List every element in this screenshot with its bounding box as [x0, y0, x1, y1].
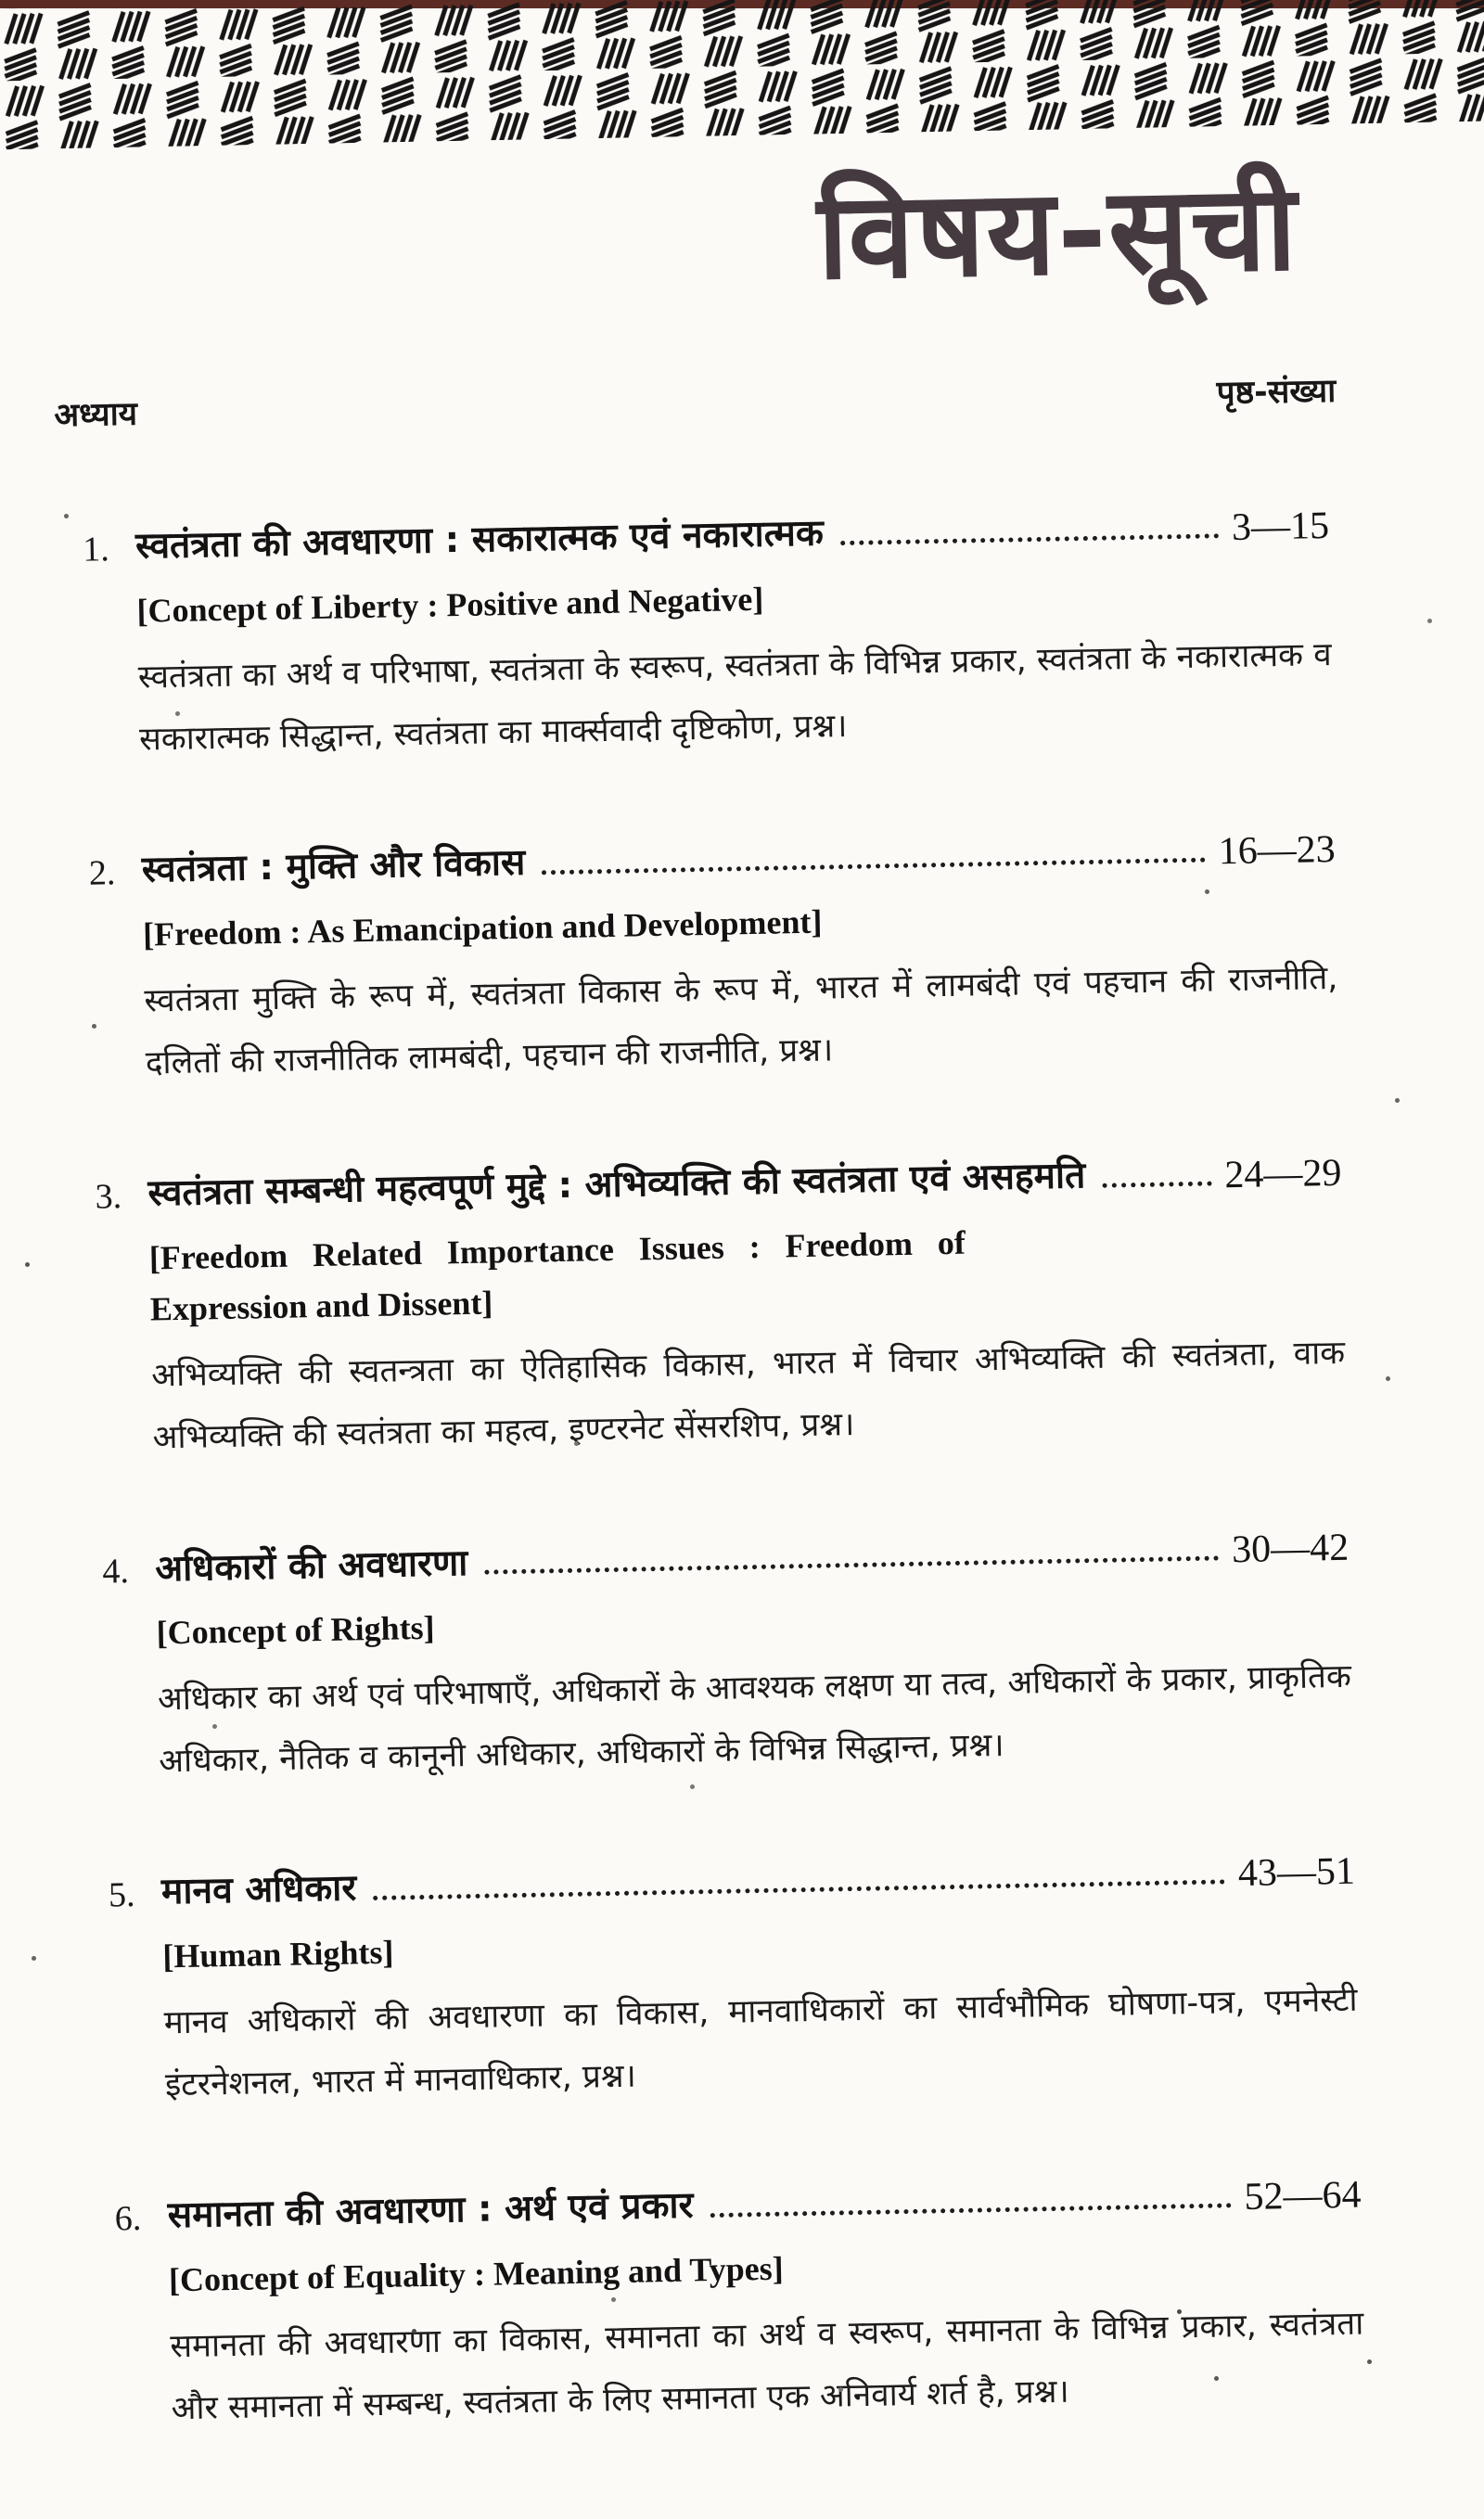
entry-title-hindi: स्वतंत्रता सम्बन्धी महत्वपूर्ण मुद्दे : अभिव्यक्ति की स्वतंत्रता एवं असहमति: [147, 1155, 1086, 1215]
entry-page-range: 24—29: [1223, 1151, 1342, 1196]
entry-title-english: [Concept of Liberty : Positive and Negative]: [136, 580, 764, 630]
toc-entry: [95, 1148, 1347, 1471]
toc-entry: [109, 1847, 1360, 2118]
entry-description: समानता की अवधारणा का विकास, समानता का अर्थ व स्वरूप, समानता के विभिन्न प्रकार, स्वतंत्रता और समानता में सम्बन्ध, स्वतंत्रता के लिए समानता एक अनिवार्य शर्त है, प्रश्न।: [170, 2305, 1364, 2428]
toc-entry: [102, 1523, 1353, 1795]
entry-page-range: 3—15: [1231, 504, 1330, 549]
entry-page-range: 43—51: [1237, 1849, 1356, 1896]
entry-page-range: 52—64: [1244, 2173, 1362, 2219]
entry-title-hindi: स्वतंत्रता की अवधारणा : सकारात्मक एवं नकारात्मक: [134, 512, 825, 568]
entry-description: अधिकार का अर्थ एवं परिभाषाएँ, अधिकारों के आवश्यक लक्षण या तत्व, अधिकारों के प्रकार, प्राकृतिक अधिकार, नैतिक व कानूनी अधिकार, अधिकारों के विभिन्न सिद्धान्त, प्रश्न।: [157, 1657, 1352, 1781]
entry-description: स्वतंत्रता का अर्थ व परिभाषा, स्वतंत्रता के स्वरूप, स्वतंत्रता के विभिन्न प्रकार, स्वतंत्रता के नकारात्मक व सकारात्मक सिद्धान्त, स्वतंत्रता का मार्क्सवादी दृष्टिकोण, प्रश्न।: [137, 635, 1333, 759]
entry-number: 3.: [95, 1176, 122, 1217]
entry-title-english: [Concept of Rights]: [156, 1608, 435, 1652]
hatch-pattern-icon: [0, 0, 1484, 149]
entry-title-hindi: स्वतंत्रता : मुक्ति और विकास: [141, 841, 526, 891]
entry-title-english: [Concept of Equality : Meaning and Types]: [168, 2249, 785, 2299]
leader-dots: [1102, 1181, 1211, 1187]
entry-title-row: [95, 1148, 1342, 1219]
entry-title-english: [Freedom Related Importance Issues : Freedom of Expression and Dissent]: [148, 1223, 966, 1328]
decorative-hatch-band: [0, 0, 1484, 149]
entry-description: मानव अधिकारों की अवधारणा का विकास, मानवाधिकारों का सार्वभौमिक घोषणा-पत्र, एमनेस्टी इंटरनेशनल, भारत में मानवाधिकार, प्रश्न।: [163, 1981, 1358, 2104]
entry-title-row: [88, 825, 1336, 895]
toc-entry: [88, 825, 1339, 1096]
leader-dots: [840, 533, 1219, 545]
page-title: विषय-सूची: [815, 159, 1300, 307]
leader-dots: [542, 857, 1205, 875]
entry-title-hindi: अधिकारों की अवधारणा: [154, 1541, 468, 1591]
toc-header-pages-label: पृष्ठ-संख्या: [1216, 373, 1337, 413]
entry-title-row: [109, 1847, 1356, 1917]
leader-dots: [373, 1880, 1225, 1901]
entry-title-row: [102, 1523, 1350, 1593]
entry-page-range: 16—23: [1218, 827, 1337, 874]
entry-title-row: [114, 2170, 1362, 2241]
scan-specks: [0, 0, 3, 3]
entry-number: 5.: [108, 1875, 135, 1915]
entry-title-hindi: मानव अधिकार: [160, 1867, 357, 1913]
toc-header: [54, 368, 1337, 437]
entry-page-range: 30—42: [1231, 1527, 1350, 1572]
toc-entries: [83, 501, 1365, 2441]
entry-number: 2.: [88, 852, 116, 893]
leader-dots: [484, 1556, 1219, 1575]
entry-number: 6.: [114, 2198, 142, 2239]
entry-title-english: [Freedom : As Emancipation and Development]: [142, 902, 823, 953]
entry-description: अभिव्यक्ति की स्वतन्त्रता का ऐतिहासिक विकास, भारत में विचार अभिव्यक्ति की स्वतंत्रता, वाक अभिव्यक्ति की स्वतंत्रता का महत्व, इण्टरनेट सेंसरशिप, प्रश्न।: [150, 1335, 1346, 1457]
entry-title-english: [Human Rights]: [161, 1933, 394, 1976]
entry-number: 4.: [101, 1552, 130, 1592]
entry-title-hindi: समानता की अवधारणा : अर्थ एवं प्रकार: [167, 2184, 694, 2237]
entry-number: 1.: [82, 530, 110, 569]
entry-description: स्वतंत्रता मुक्ति के रूप में, स्वतंत्रता विकास के रूप में, भारत में लामबंदी एवं पहचान की राजनीति, दलितों की राजनीतिक लामबंदी, पहचान की राजनीति, प्रश्न।: [144, 959, 1338, 1082]
toc-header-chapter-label: अध्याय: [54, 395, 138, 435]
toc-entry: [83, 501, 1334, 773]
leader-dots: [710, 2203, 1232, 2218]
entry-title-row: [83, 501, 1330, 571]
toc-entry: [114, 2170, 1365, 2442]
